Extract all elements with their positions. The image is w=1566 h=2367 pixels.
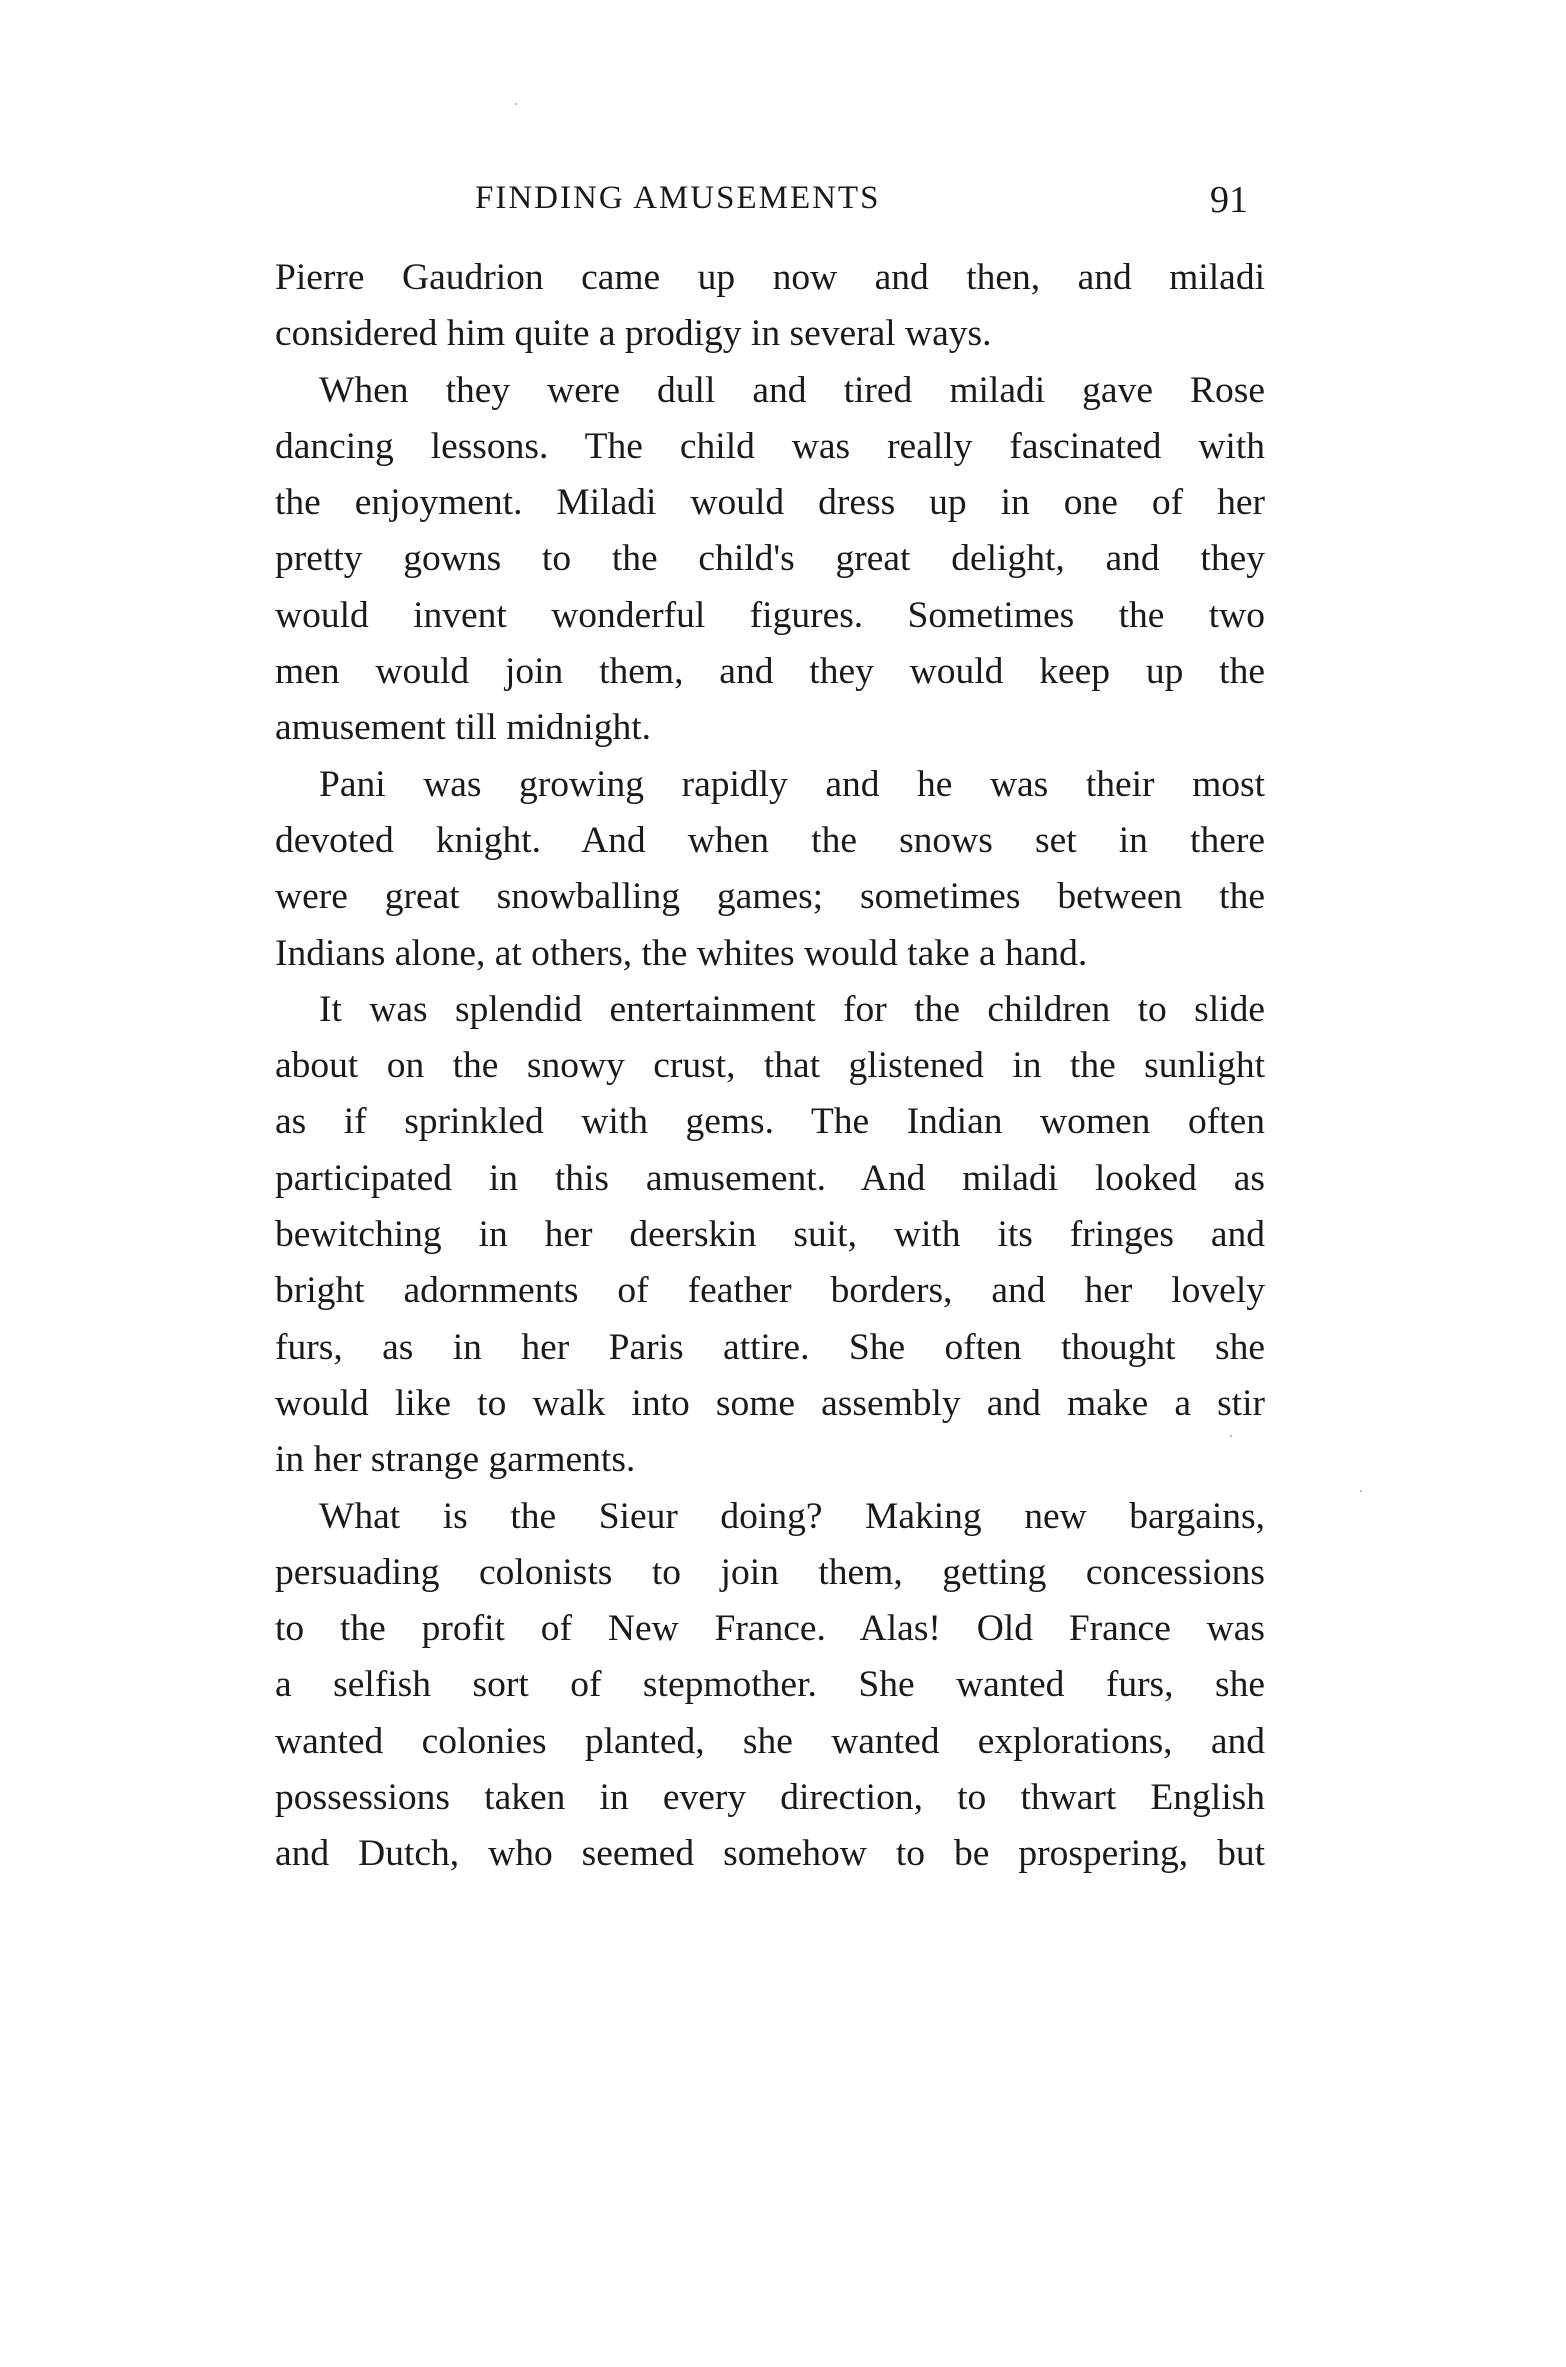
paragraph-4 <box>275 982 1265 1489</box>
body-text <box>275 250 1265 1883</box>
text-line: and Dutch, who seemed somehow to be prospering, but <box>275 1833 1265 1875</box>
text-line: dancing lessons. The child was really fascinated with <box>275 425 1265 467</box>
text-line: the enjoyment. Miladi would dress up in one of her <box>275 482 1265 524</box>
running-title: FINDING AMUSEMENTS <box>475 180 881 216</box>
text-line: bewitching in her deerskin suit, with its fringes and <box>275 1214 1265 1256</box>
text-line: wanted colonies planted, she wanted explorations, and <box>275 1720 1265 1762</box>
text-line: as if sprinkled with gems. The Indian women often <box>275 1101 1265 1143</box>
text-line: amusement till midnight. <box>275 707 652 749</box>
running-head <box>275 178 1275 228</box>
text-line: were great snowballing games; sometimes between the <box>275 876 1265 918</box>
text-line: When they were dull and tired miladi gave Rose <box>319 369 1265 411</box>
text-line: possessions taken in every direction, to thwart English <box>275 1777 1265 1819</box>
text-line: furs, as in her Paris attire. She often thought she <box>275 1326 1265 1368</box>
text-line: a selfish sort of stepmother. She wanted furs, she <box>275 1664 1265 1706</box>
text-line: It was splendid entertainment for the children to slide <box>319 988 1265 1030</box>
text-line: in her strange garments. <box>275 1439 636 1481</box>
scan-speck <box>515 103 517 105</box>
scan-speck <box>1230 1435 1232 1437</box>
text-line: bright adornments of feather borders, and her lovely <box>275 1270 1265 1312</box>
paragraph-1 <box>275 250 1265 363</box>
text-line: men would join them, and they would keep up the <box>275 651 1265 693</box>
text-line: persuading colonists to join them, getting concessions <box>275 1551 1265 1593</box>
paragraph-3 <box>275 757 1265 982</box>
text-line: about on the snowy crust, that glistened in the sunlight <box>275 1045 1265 1087</box>
text-line: devoted knight. And when the snows set in there <box>275 819 1265 861</box>
text-line: Pierre Gaudrion came up now and then, and miladi <box>275 257 1265 298</box>
text-line: Pani was growing rapidly and he was their most <box>319 763 1265 805</box>
paragraph-2 <box>275 363 1265 757</box>
page-number: 91 <box>1210 179 1248 221</box>
text-line: What is the Sieur doing? Making new bargains, <box>319 1495 1265 1537</box>
text-line: would like to walk into some assembly and make a stir <box>275 1382 1265 1424</box>
text-line: considered him quite a prodigy in several ways. <box>275 313 992 355</box>
text-line: to the profit of New France. Alas! Old France was <box>275 1608 1265 1650</box>
text-line: would invent wonderful figures. Sometimes the two <box>275 594 1265 636</box>
scan-speck <box>1360 1490 1362 1492</box>
text-line: pretty gowns to the child's great delight, and they <box>275 538 1265 580</box>
paragraph-5 <box>275 1489 1265 1883</box>
text-line: participated in this amusement. And miladi looked as <box>275 1157 1265 1199</box>
text-line: Indians alone, at others, the whites would take a hand. <box>275 932 1088 974</box>
